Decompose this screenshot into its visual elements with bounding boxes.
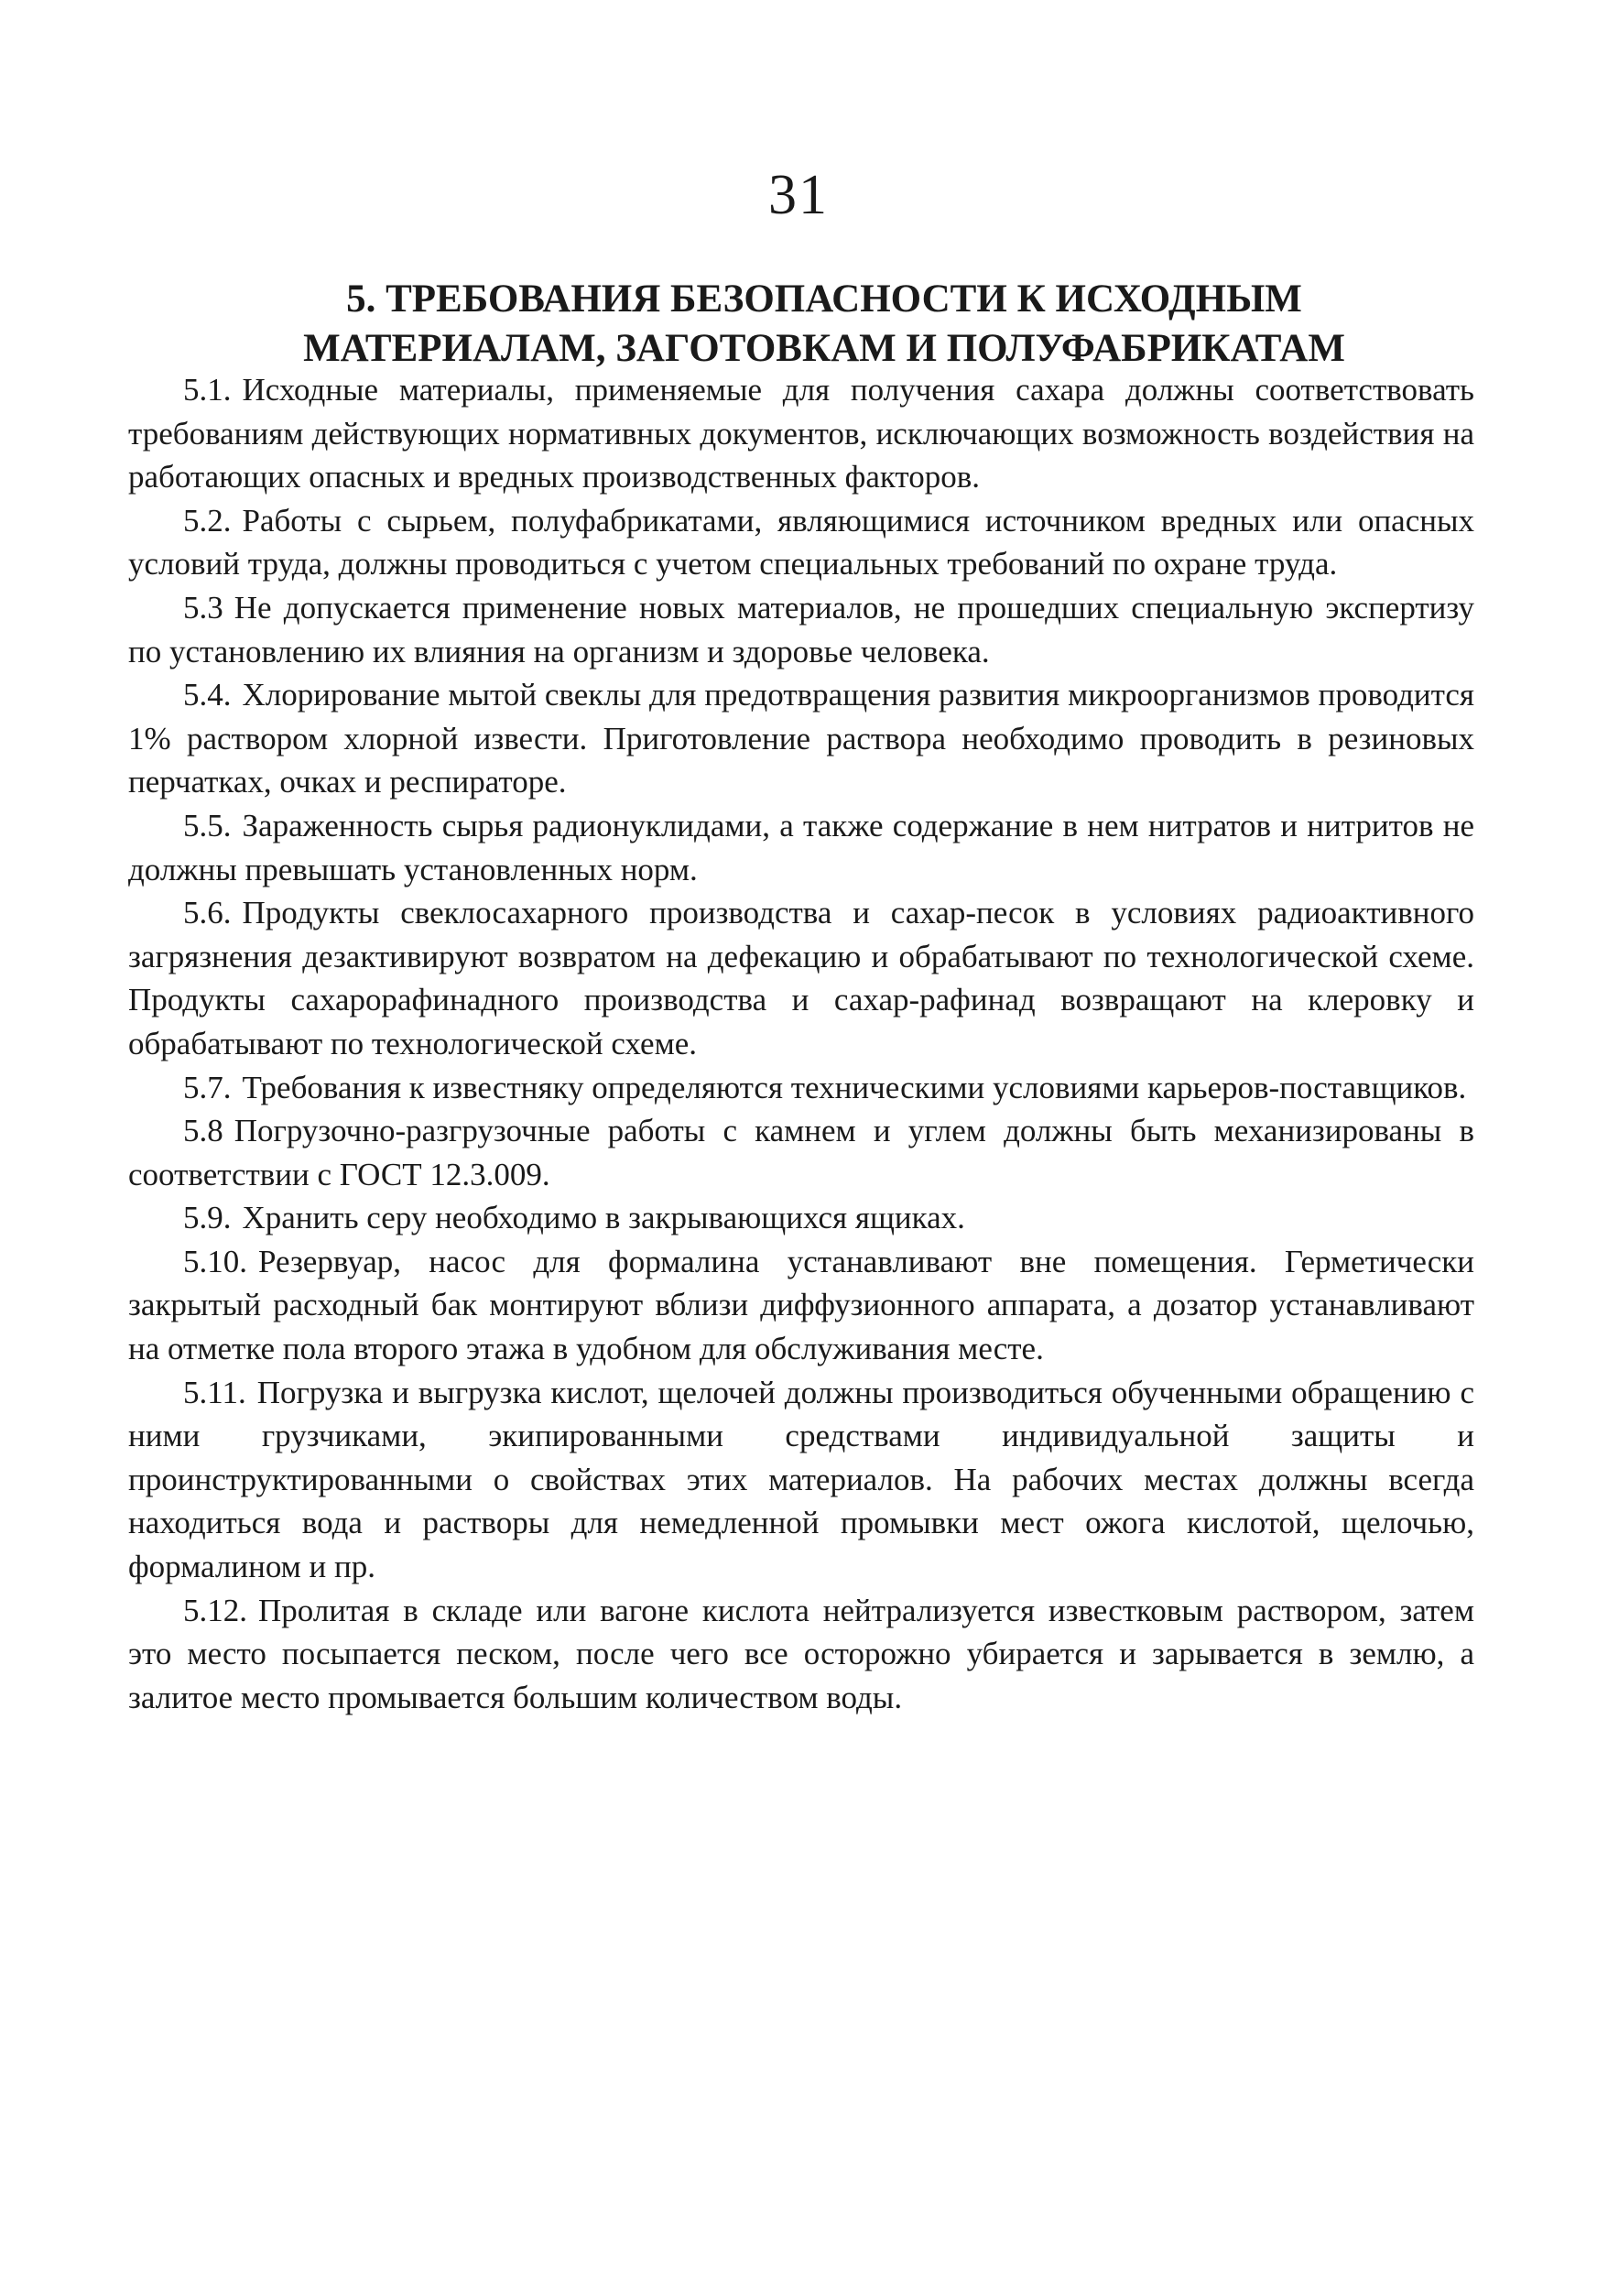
paragraph-number: 5.6. [183, 895, 232, 931]
paragraph-number: 5.1. [183, 372, 232, 408]
paragraph-5-1 [128, 368, 1474, 499]
paragraph-5-8 [128, 1109, 1474, 1196]
paragraph-5-6 [128, 891, 1474, 1065]
paragraph-number: 5.12. [183, 1592, 247, 1628]
paragraph-5-12 [128, 1589, 1474, 1720]
paragraph-text: Работы с сырьем, полуфабрикатами, являющимися источником вредных или опасных условий труда, должны проводиться с учетом специальных требований по охране труда. [128, 502, 1474, 582]
paragraph-5-2 [128, 499, 1474, 586]
paragraph-5-4 [128, 673, 1474, 804]
paragraph-5-3 [128, 586, 1474, 673]
paragraph-number: 5.10. [183, 1243, 247, 1279]
paragraph-text: Хранить серу необходимо в закрывающихся ящиках. [242, 1200, 965, 1236]
paragraph-text: Требования к известняку определяются техническими условиями карьеров-поставщиков. [242, 1069, 1467, 1105]
section-heading-line-2: МАТЕРИАЛАМ, ЗАГОТОВКАМ И ПОЛУФАБРИКАТАМ [303, 327, 1345, 370]
paragraph-5-5 [128, 804, 1474, 891]
paragraph-number: 5.9. [183, 1200, 232, 1236]
paragraph-text: Пролитая в складе или вагоне кислота нейтрализуется известковым раствором, затем это место посыпается песком, после чего все осторожно убирается и зарывается в землю, а залитое место промывается большим количеством воды. [128, 1592, 1474, 1715]
page-number: 31 [768, 164, 829, 226]
paragraph-5-11 [128, 1371, 1474, 1589]
paragraph-text: Хлорирование мытой свеклы для предотвращения развития микроорганизмов проводится 1% раствором хлорной извести. Приготовление раствора необходимо проводить в резиновых перчатках, очках и респираторе. [128, 677, 1474, 800]
paragraph-number: 5.11. [183, 1374, 246, 1410]
paragraph-text: Исходные материалы, применяемые для получения сахара должны соответствовать требованиям действующих нормативных документов, исключающих возможность воздействия на работающих опасных и вредных производственных факторов. [128, 372, 1474, 495]
paragraph-text: Погрузочно-разгрузочные работы с камнем и углем должны быть механизированы в соответствии с ГОСТ 12.3.009. [128, 1113, 1474, 1192]
paragraph-text: Резервуар, насос для формалина устанавливают вне помещения. Герметически закрытый расходный бак монтируют вблизи диффузионного аппарата, а дозатор устанавливают на отметке пола второго этажа в удобном для обслуживания месте. [128, 1243, 1474, 1367]
paragraph-text: Продукты свеклосахарного производства и сахар-песок в условиях радиоактивного загрязнения дезактивируют возвратом на дефекацию и обрабатывают по технологической схеме. Продукты сахарорафинадного производства и сахар-рафинад возвращают на клеровку и обрабатывают по технологической схеме. [128, 895, 1474, 1061]
section-body [128, 368, 1474, 1719]
paragraph-number: 5.8 [183, 1113, 223, 1149]
paragraph-number: 5.3 [183, 589, 223, 626]
paragraph-number: 5.4. [183, 677, 232, 713]
section-heading [165, 275, 1483, 374]
paragraph-text: Не допускается применение новых материалов, не прошедших специальную экспертизу по установлению их влияния на организм и здоровье человека. [128, 589, 1474, 669]
paragraph-5-7 [128, 1066, 1474, 1110]
paragraph-text: Зараженность сырья радионуклидами, а также содержание в нем нитратов и нитритов не должны превышать установленных норм. [128, 807, 1474, 887]
section-heading-line-1: 5. ТРЕБОВАНИЯ БЕЗОПАСНОСТИ К ИСХОДНЫМ [346, 277, 1302, 321]
paragraph-number: 5.7. [183, 1069, 232, 1105]
paragraph-text: Погрузка и выгрузка кислот, щелочей должны производиться обученными обращению с ними грузчиками, экипированными средствами индивидуальной защиты и проинструктированными о свойствах этих материалов. На рабочих местах должны всегда находиться вода и растворы для немедленной промывки мест ожога кислотой, щелочью, формалином и пр. [128, 1374, 1474, 1585]
paragraph-5-9 [128, 1196, 1474, 1240]
paragraph-5-10 [128, 1240, 1474, 1371]
paragraph-number: 5.2. [183, 502, 232, 539]
paragraph-number: 5.5. [183, 807, 232, 843]
